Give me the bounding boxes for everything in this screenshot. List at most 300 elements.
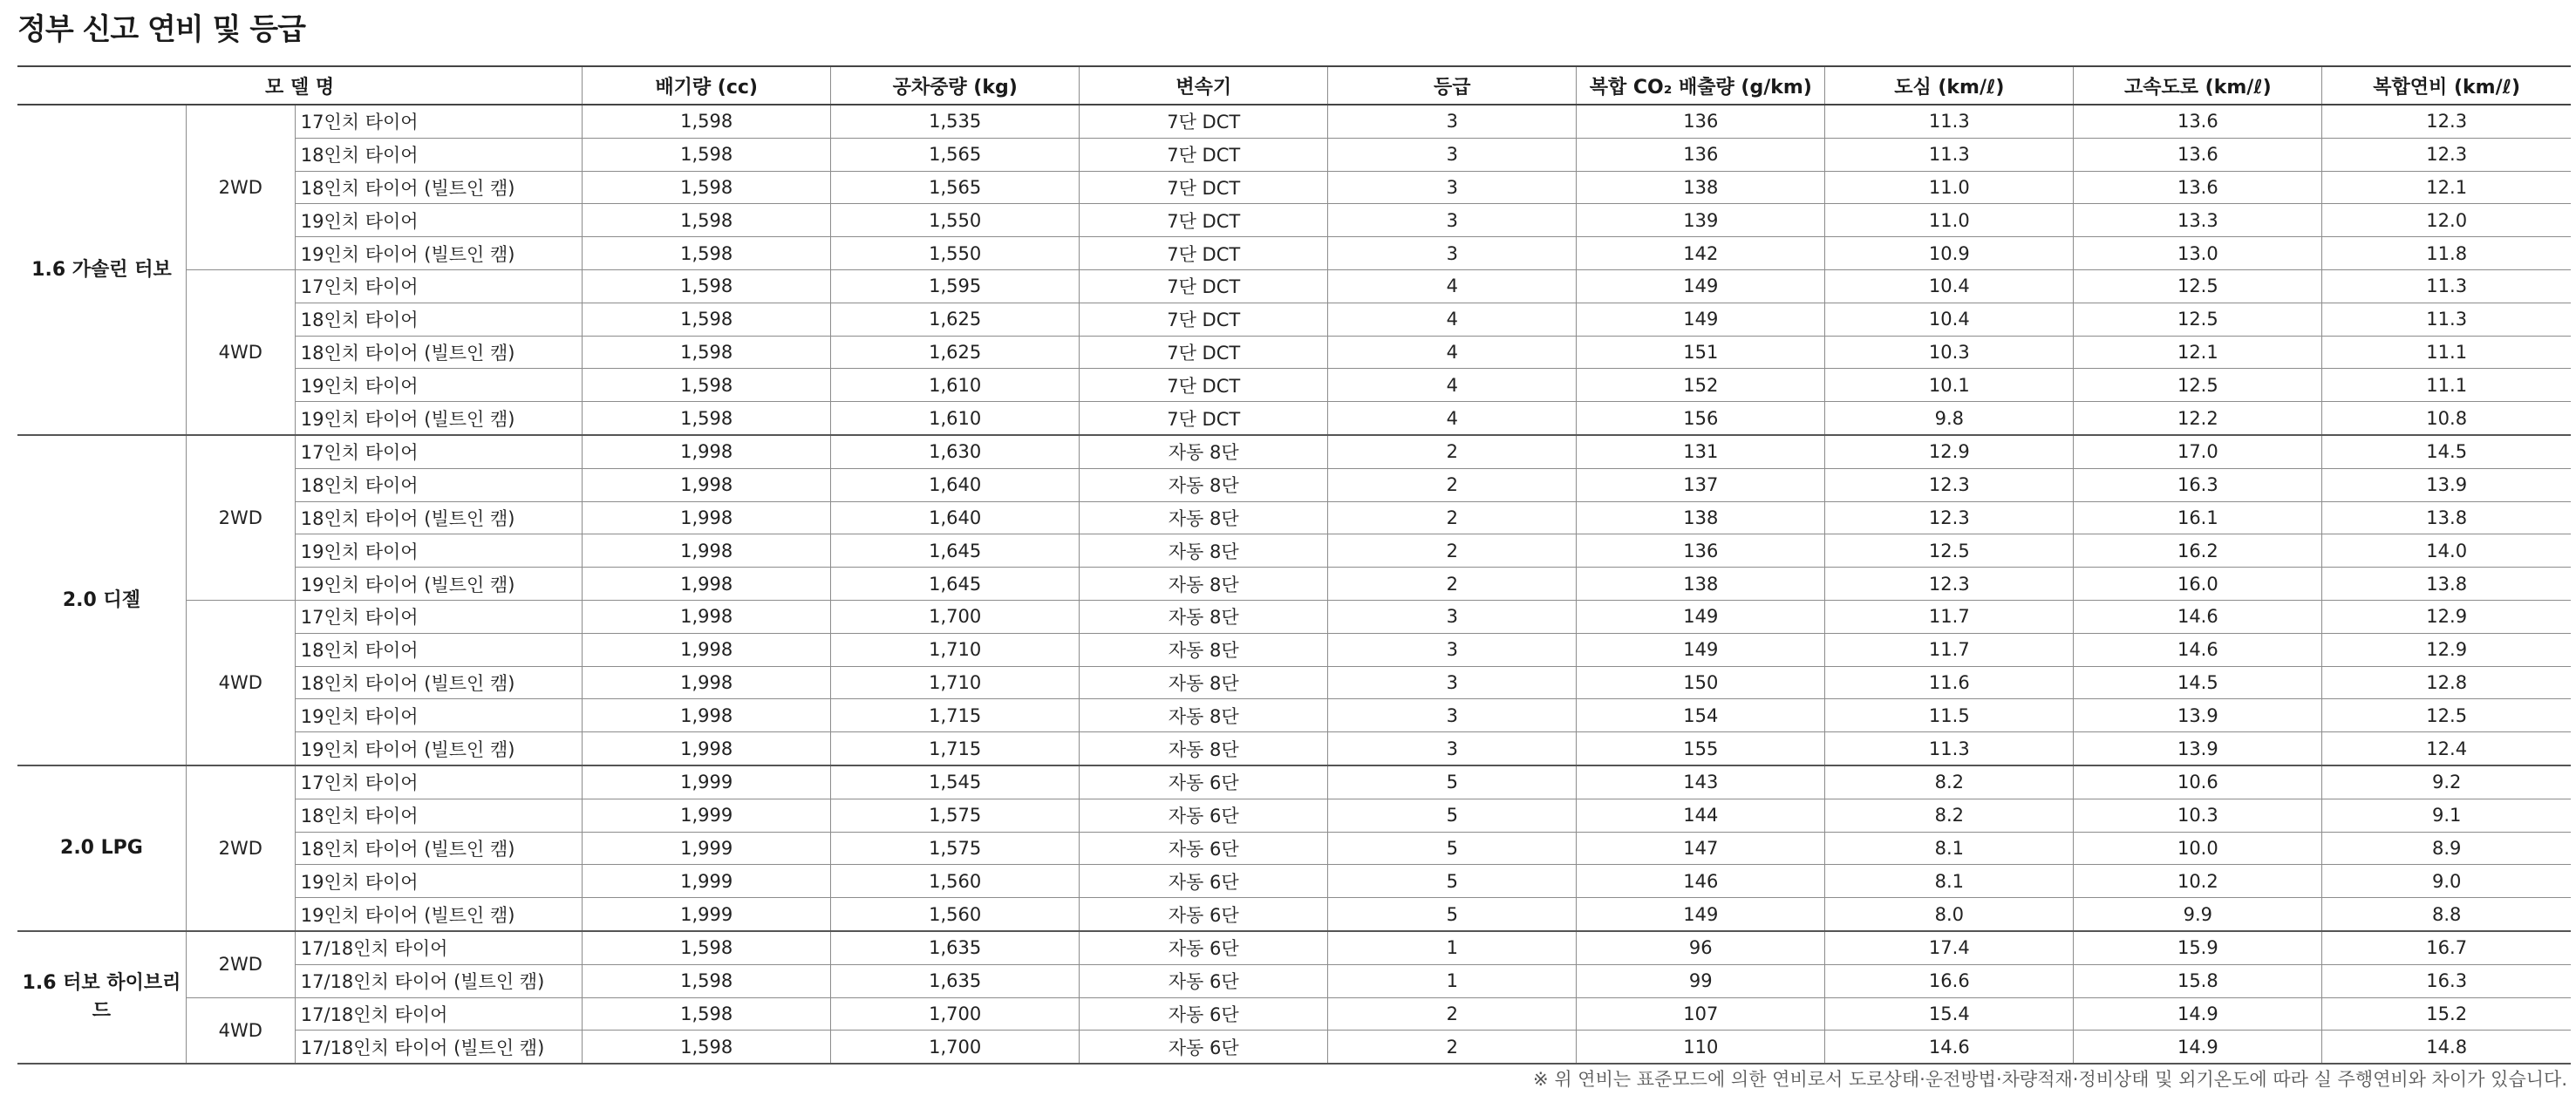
transmission-cell: 자동 8단	[1080, 534, 1328, 568]
model-name-cell: 19인치 타이어	[295, 204, 582, 237]
table-row	[17, 600, 2571, 633]
grade-cell: 2	[1328, 568, 1577, 601]
combined-mpg-cell: 12.4	[2322, 732, 2571, 765]
curb-weight-cell: 1,595	[831, 269, 1080, 303]
grade-cell: 4	[1328, 336, 1577, 369]
combined-mpg-cell: 12.1	[2322, 171, 2571, 204]
grade-cell: 5	[1328, 898, 1577, 931]
drive-type-label: 4WD	[186, 997, 295, 1064]
table-row	[17, 138, 2571, 171]
curb-weight-cell: 1,550	[831, 204, 1080, 237]
co2-cell: 136	[1577, 105, 1825, 138]
displacement-cell: 1,598	[583, 105, 831, 138]
curb-weight-cell: 1,715	[831, 699, 1080, 732]
city-mpg-cell: 12.5	[1825, 534, 2074, 568]
combined-mpg-cell: 16.7	[2322, 931, 2571, 964]
combined-mpg-cell: 11.3	[2322, 303, 2571, 336]
curb-weight-cell: 1,630	[831, 435, 1080, 468]
co2-cell: 149	[1577, 303, 1825, 336]
combined-mpg-cell: 14.5	[2322, 435, 2571, 468]
drive-type-label: 2WD	[186, 931, 295, 997]
combined-mpg-cell: 11.1	[2322, 369, 2571, 402]
drive-type-label: 2WD	[186, 105, 295, 269]
grade-cell: 2	[1328, 1031, 1577, 1064]
displacement-cell: 1,598	[583, 931, 831, 964]
displacement-cell: 1,598	[583, 402, 831, 435]
displacement-cell: 1,598	[583, 303, 831, 336]
transmission-cell: 7단 DCT	[1080, 269, 1328, 303]
transmission-cell: 7단 DCT	[1080, 105, 1328, 138]
table-row	[17, 204, 2571, 237]
grade-cell: 2	[1328, 435, 1577, 468]
grade-cell: 5	[1328, 765, 1577, 799]
co2-cell: 139	[1577, 204, 1825, 237]
grade-cell: 3	[1328, 105, 1577, 138]
co2-cell: 96	[1577, 931, 1825, 964]
transmission-cell: 자동 6단	[1080, 765, 1328, 799]
engine-group-label: 2.0 LPG	[17, 765, 186, 931]
displacement-cell: 1,598	[583, 369, 831, 402]
model-name-cell: 18인치 타이어	[295, 468, 582, 501]
city-mpg-cell: 14.6	[1825, 1031, 2074, 1064]
curb-weight-cell: 1,710	[831, 633, 1080, 666]
highway-mpg-cell: 13.6	[2074, 105, 2322, 138]
transmission-cell: 7단 DCT	[1080, 204, 1328, 237]
model-name-cell: 18인치 타이어 (빌트인 캠)	[295, 832, 582, 865]
curb-weight-cell: 1,565	[831, 138, 1080, 171]
co2-cell: 144	[1577, 799, 1825, 832]
highway-mpg-cell: 12.5	[2074, 269, 2322, 303]
table-header-row	[17, 66, 2571, 105]
highway-mpg-cell: 14.9	[2074, 1031, 2322, 1064]
highway-mpg-cell: 10.0	[2074, 832, 2322, 865]
highway-mpg-cell: 14.9	[2074, 997, 2322, 1031]
col-header-transmission: 변속기	[1080, 66, 1328, 105]
highway-mpg-cell: 13.9	[2074, 732, 2322, 765]
highway-mpg-cell: 16.1	[2074, 501, 2322, 534]
city-mpg-cell: 8.1	[1825, 865, 2074, 898]
co2-cell: 138	[1577, 171, 1825, 204]
transmission-cell: 자동 8단	[1080, 666, 1328, 699]
transmission-cell: 자동 8단	[1080, 435, 1328, 468]
transmission-cell: 자동 6단	[1080, 865, 1328, 898]
table-row	[17, 931, 2571, 964]
model-name-cell: 17/18인치 타이어 (빌트인 캠)	[295, 964, 582, 997]
highway-mpg-cell: 13.3	[2074, 204, 2322, 237]
city-mpg-cell: 12.3	[1825, 568, 2074, 601]
curb-weight-cell: 1,610	[831, 369, 1080, 402]
city-mpg-cell: 11.7	[1825, 600, 2074, 633]
transmission-cell: 자동 6단	[1080, 1031, 1328, 1064]
grade-cell: 5	[1328, 832, 1577, 865]
grade-cell: 2	[1328, 997, 1577, 1031]
combined-mpg-cell: 9.1	[2322, 799, 2571, 832]
city-mpg-cell: 10.4	[1825, 269, 2074, 303]
co2-cell: 149	[1577, 269, 1825, 303]
grade-cell: 5	[1328, 799, 1577, 832]
table-row	[17, 105, 2571, 138]
model-name-cell: 18인치 타이어	[295, 633, 582, 666]
highway-mpg-cell: 13.6	[2074, 138, 2322, 171]
highway-mpg-cell: 15.9	[2074, 931, 2322, 964]
combined-mpg-cell: 12.9	[2322, 633, 2571, 666]
co2-cell: 138	[1577, 501, 1825, 534]
displacement-cell: 1,999	[583, 765, 831, 799]
highway-mpg-cell: 10.2	[2074, 865, 2322, 898]
combined-mpg-cell: 14.0	[2322, 534, 2571, 568]
curb-weight-cell: 1,625	[831, 303, 1080, 336]
city-mpg-cell: 11.7	[1825, 633, 2074, 666]
co2-cell: 137	[1577, 468, 1825, 501]
model-name-cell: 19인치 타이어 (빌트인 캠)	[295, 402, 582, 435]
table-row	[17, 269, 2571, 303]
transmission-cell: 자동 6단	[1080, 931, 1328, 964]
table-row	[17, 666, 2571, 699]
col-header-model: 모 델 명	[17, 66, 583, 105]
co2-cell: 131	[1577, 435, 1825, 468]
co2-cell: 143	[1577, 765, 1825, 799]
table-row	[17, 633, 2571, 666]
displacement-cell: 1,998	[583, 568, 831, 601]
model-name-cell: 19인치 타이어 (빌트인 캠)	[295, 732, 582, 765]
displacement-cell: 1,998	[583, 633, 831, 666]
table-row	[17, 435, 2571, 468]
grade-cell: 4	[1328, 369, 1577, 402]
combined-mpg-cell: 16.3	[2322, 964, 2571, 997]
curb-weight-cell: 1,645	[831, 534, 1080, 568]
table-row	[17, 568, 2571, 601]
co2-cell: 146	[1577, 865, 1825, 898]
model-name-cell: 19인치 타이어	[295, 369, 582, 402]
transmission-cell: 7단 DCT	[1080, 336, 1328, 369]
curb-weight-cell: 1,635	[831, 931, 1080, 964]
displacement-cell: 1,598	[583, 171, 831, 204]
combined-mpg-cell: 8.8	[2322, 898, 2571, 931]
co2-cell: 151	[1577, 336, 1825, 369]
grade-cell: 3	[1328, 732, 1577, 765]
grade-cell: 1	[1328, 931, 1577, 964]
table-row	[17, 1031, 2571, 1064]
engine-group-label: 1.6 가솔린 터보	[17, 105, 186, 435]
combined-mpg-cell: 12.5	[2322, 699, 2571, 732]
co2-cell: 149	[1577, 898, 1825, 931]
grade-cell: 3	[1328, 699, 1577, 732]
table-row	[17, 237, 2571, 270]
table-row	[17, 369, 2571, 402]
table-row	[17, 898, 2571, 931]
model-name-cell: 18인치 타이어 (빌트인 캠)	[295, 666, 582, 699]
table-row	[17, 799, 2571, 832]
transmission-cell: 7단 DCT	[1080, 369, 1328, 402]
curb-weight-cell: 1,635	[831, 964, 1080, 997]
highway-mpg-cell: 14.6	[2074, 600, 2322, 633]
city-mpg-cell: 10.1	[1825, 369, 2074, 402]
displacement-cell: 1,998	[583, 468, 831, 501]
table-row	[17, 964, 2571, 997]
city-mpg-cell: 15.4	[1825, 997, 2074, 1031]
curb-weight-cell: 1,710	[831, 666, 1080, 699]
curb-weight-cell: 1,700	[831, 997, 1080, 1031]
col-header-combined: 복합연비 (km/ℓ)	[2322, 66, 2571, 105]
drive-type-label: 4WD	[186, 600, 295, 765]
highway-mpg-cell: 17.0	[2074, 435, 2322, 468]
co2-cell: 152	[1577, 369, 1825, 402]
highway-mpg-cell: 16.3	[2074, 468, 2322, 501]
grade-cell: 1	[1328, 964, 1577, 997]
city-mpg-cell: 11.3	[1825, 138, 2074, 171]
col-header-curb-weight: 공차중량 (kg)	[831, 66, 1080, 105]
engine-group-label: 1.6 터보 하이브리드	[17, 931, 186, 1064]
displacement-cell: 1,598	[583, 237, 831, 270]
transmission-cell: 7단 DCT	[1080, 237, 1328, 270]
footnote: ※ 위 연비는 표준모드에 의한 연비로서 도로상태·운전방법·차량적재·정비상태 및 외기온도에 따라 실 주행연비와 차이가 있습니다.	[1533, 1069, 2567, 1090]
curb-weight-cell: 1,715	[831, 732, 1080, 765]
model-name-cell: 18인치 타이어 (빌트인 캠)	[295, 501, 582, 534]
transmission-cell: 자동 8단	[1080, 633, 1328, 666]
city-mpg-cell: 11.0	[1825, 171, 2074, 204]
combined-mpg-cell: 12.8	[2322, 666, 2571, 699]
grade-cell: 4	[1328, 303, 1577, 336]
model-name-cell: 18인치 타이어	[295, 799, 582, 832]
table-row	[17, 303, 2571, 336]
co2-cell: 155	[1577, 732, 1825, 765]
curb-weight-cell: 1,560	[831, 898, 1080, 931]
model-name-cell: 18인치 타이어 (빌트인 캠)	[295, 336, 582, 369]
highway-mpg-cell: 16.0	[2074, 568, 2322, 601]
table-row	[17, 699, 2571, 732]
curb-weight-cell: 1,640	[831, 468, 1080, 501]
highway-mpg-cell: 10.6	[2074, 765, 2322, 799]
combined-mpg-cell: 10.8	[2322, 402, 2571, 435]
curb-weight-cell: 1,545	[831, 765, 1080, 799]
model-name-cell: 18인치 타이어	[295, 303, 582, 336]
table-row	[17, 171, 2571, 204]
combined-mpg-cell: 13.9	[2322, 468, 2571, 501]
combined-mpg-cell: 11.8	[2322, 237, 2571, 270]
combined-mpg-cell: 12.3	[2322, 138, 2571, 171]
curb-weight-cell: 1,575	[831, 832, 1080, 865]
displacement-cell: 1,998	[583, 732, 831, 765]
city-mpg-cell: 10.3	[1825, 336, 2074, 369]
table-row	[17, 997, 2571, 1031]
transmission-cell: 자동 6단	[1080, 832, 1328, 865]
co2-cell: 149	[1577, 633, 1825, 666]
co2-cell: 136	[1577, 138, 1825, 171]
highway-mpg-cell: 13.9	[2074, 699, 2322, 732]
grade-cell: 3	[1328, 666, 1577, 699]
displacement-cell: 1,998	[583, 534, 831, 568]
model-name-cell: 18인치 타이어	[295, 138, 582, 171]
combined-mpg-cell: 8.9	[2322, 832, 2571, 865]
combined-mpg-cell: 13.8	[2322, 501, 2571, 534]
city-mpg-cell: 11.3	[1825, 732, 2074, 765]
table-row	[17, 336, 2571, 369]
city-mpg-cell: 16.6	[1825, 964, 2074, 997]
table-row	[17, 865, 2571, 898]
curb-weight-cell: 1,700	[831, 600, 1080, 633]
curb-weight-cell: 1,700	[831, 1031, 1080, 1064]
model-name-cell: 17인치 타이어	[295, 600, 582, 633]
transmission-cell: 자동 8단	[1080, 699, 1328, 732]
displacement-cell: 1,598	[583, 964, 831, 997]
transmission-cell: 7단 DCT	[1080, 303, 1328, 336]
city-mpg-cell: 9.8	[1825, 402, 2074, 435]
group-section	[17, 105, 2571, 435]
model-name-cell: 17/18인치 타이어	[295, 931, 582, 964]
city-mpg-cell: 11.5	[1825, 699, 2074, 732]
model-name-cell: 19인치 타이어	[295, 865, 582, 898]
curb-weight-cell: 1,535	[831, 105, 1080, 138]
highway-mpg-cell: 15.8	[2074, 964, 2322, 997]
model-name-cell: 18인치 타이어 (빌트인 캠)	[295, 171, 582, 204]
city-mpg-cell: 11.0	[1825, 204, 2074, 237]
highway-mpg-cell: 13.0	[2074, 237, 2322, 270]
displacement-cell: 1,998	[583, 600, 831, 633]
transmission-cell: 7단 DCT	[1080, 402, 1328, 435]
grade-cell: 3	[1328, 600, 1577, 633]
curb-weight-cell: 1,625	[831, 336, 1080, 369]
displacement-cell: 1,598	[583, 269, 831, 303]
highway-mpg-cell: 12.2	[2074, 402, 2322, 435]
co2-cell: 150	[1577, 666, 1825, 699]
displacement-cell: 1,998	[583, 435, 831, 468]
displacement-cell: 1,999	[583, 898, 831, 931]
combined-mpg-cell: 9.2	[2322, 765, 2571, 799]
table-row	[17, 468, 2571, 501]
displacement-cell: 1,999	[583, 799, 831, 832]
model-name-cell: 17/18인치 타이어	[295, 997, 582, 1031]
combined-mpg-cell: 12.9	[2322, 600, 2571, 633]
transmission-cell: 자동 6단	[1080, 799, 1328, 832]
co2-cell: 99	[1577, 964, 1825, 997]
curb-weight-cell: 1,610	[831, 402, 1080, 435]
co2-cell: 138	[1577, 568, 1825, 601]
combined-mpg-cell: 12.0	[2322, 204, 2571, 237]
grade-cell: 4	[1328, 269, 1577, 303]
transmission-cell: 자동 8단	[1080, 468, 1328, 501]
co2-cell: 107	[1577, 997, 1825, 1031]
curb-weight-cell: 1,645	[831, 568, 1080, 601]
co2-cell: 156	[1577, 402, 1825, 435]
col-header-highway: 고속도로 (km/ℓ)	[2074, 66, 2322, 105]
group-section	[17, 931, 2571, 1064]
table-row	[17, 732, 2571, 765]
grade-cell: 3	[1328, 204, 1577, 237]
combined-mpg-cell: 11.1	[2322, 336, 2571, 369]
model-name-cell: 17인치 타이어	[295, 105, 582, 138]
grade-cell: 5	[1328, 865, 1577, 898]
city-mpg-cell: 12.9	[1825, 435, 2074, 468]
city-mpg-cell: 10.9	[1825, 237, 2074, 270]
model-name-cell: 17인치 타이어	[295, 435, 582, 468]
highway-mpg-cell: 12.5	[2074, 369, 2322, 402]
city-mpg-cell: 8.2	[1825, 765, 2074, 799]
col-header-grade: 등급	[1328, 66, 1577, 105]
transmission-cell: 7단 DCT	[1080, 171, 1328, 204]
combined-mpg-cell: 11.3	[2322, 269, 2571, 303]
displacement-cell: 1,999	[583, 865, 831, 898]
curb-weight-cell: 1,565	[831, 171, 1080, 204]
highway-mpg-cell: 10.3	[2074, 799, 2322, 832]
group-section	[17, 435, 2571, 765]
curb-weight-cell: 1,640	[831, 501, 1080, 534]
curb-weight-cell: 1,550	[831, 237, 1080, 270]
city-mpg-cell: 8.0	[1825, 898, 2074, 931]
model-name-cell: 19인치 타이어 (빌트인 캠)	[295, 568, 582, 601]
table-row	[17, 765, 2571, 799]
displacement-cell: 1,598	[583, 336, 831, 369]
transmission-cell: 자동 6단	[1080, 898, 1328, 931]
transmission-cell: 자동 6단	[1080, 997, 1328, 1031]
drive-type-label: 2WD	[186, 435, 295, 600]
transmission-cell: 자동 8단	[1080, 600, 1328, 633]
displacement-cell: 1,998	[583, 699, 831, 732]
city-mpg-cell: 12.3	[1825, 501, 2074, 534]
table-row	[17, 402, 2571, 435]
displacement-cell: 1,999	[583, 832, 831, 865]
combined-mpg-cell: 15.2	[2322, 997, 2571, 1031]
displacement-cell: 1,598	[583, 138, 831, 171]
grade-cell: 4	[1328, 402, 1577, 435]
model-name-cell: 19인치 타이어 (빌트인 캠)	[295, 237, 582, 270]
highway-mpg-cell: 13.6	[2074, 171, 2322, 204]
highway-mpg-cell: 12.1	[2074, 336, 2322, 369]
model-name-cell: 17인치 타이어	[295, 765, 582, 799]
combined-mpg-cell: 9.0	[2322, 865, 2571, 898]
transmission-cell: 자동 8단	[1080, 501, 1328, 534]
model-name-cell: 17인치 타이어	[295, 269, 582, 303]
highway-mpg-cell: 16.2	[2074, 534, 2322, 568]
drive-type-label: 2WD	[186, 765, 295, 931]
curb-weight-cell: 1,560	[831, 865, 1080, 898]
city-mpg-cell: 10.4	[1825, 303, 2074, 336]
fuel-economy-table	[17, 65, 2571, 1065]
city-mpg-cell: 11.3	[1825, 105, 2074, 138]
grade-cell: 3	[1328, 633, 1577, 666]
model-name-cell: 17/18인치 타이어 (빌트인 캠)	[295, 1031, 582, 1064]
transmission-cell: 7단 DCT	[1080, 138, 1328, 171]
grade-cell: 2	[1328, 534, 1577, 568]
transmission-cell: 자동 8단	[1080, 732, 1328, 765]
grade-cell: 3	[1328, 237, 1577, 270]
city-mpg-cell: 11.6	[1825, 666, 2074, 699]
group-section	[17, 765, 2571, 931]
city-mpg-cell: 17.4	[1825, 931, 2074, 964]
highway-mpg-cell: 12.5	[2074, 303, 2322, 336]
grade-cell: 2	[1328, 501, 1577, 534]
transmission-cell: 자동 8단	[1080, 568, 1328, 601]
combined-mpg-cell: 13.8	[2322, 568, 2571, 601]
co2-cell: 154	[1577, 699, 1825, 732]
co2-cell: 149	[1577, 600, 1825, 633]
page-title: 정부 신고 연비 및 등급	[17, 12, 305, 47]
grade-cell: 2	[1328, 468, 1577, 501]
col-header-co2: 복합 CO₂ 배출량 (g/km)	[1577, 66, 1825, 105]
combined-mpg-cell: 12.3	[2322, 105, 2571, 138]
engine-group-label: 2.0 디젤	[17, 435, 186, 765]
model-name-cell: 19인치 타이어	[295, 534, 582, 568]
table-row	[17, 501, 2571, 534]
table-row	[17, 534, 2571, 568]
co2-cell: 142	[1577, 237, 1825, 270]
col-header-city: 도심 (km/ℓ)	[1825, 66, 2074, 105]
transmission-cell: 자동 6단	[1080, 964, 1328, 997]
co2-cell: 110	[1577, 1031, 1825, 1064]
highway-mpg-cell: 14.5	[2074, 666, 2322, 699]
displacement-cell: 1,598	[583, 204, 831, 237]
model-name-cell: 19인치 타이어 (빌트인 캠)	[295, 898, 582, 931]
displacement-cell: 1,998	[583, 666, 831, 699]
